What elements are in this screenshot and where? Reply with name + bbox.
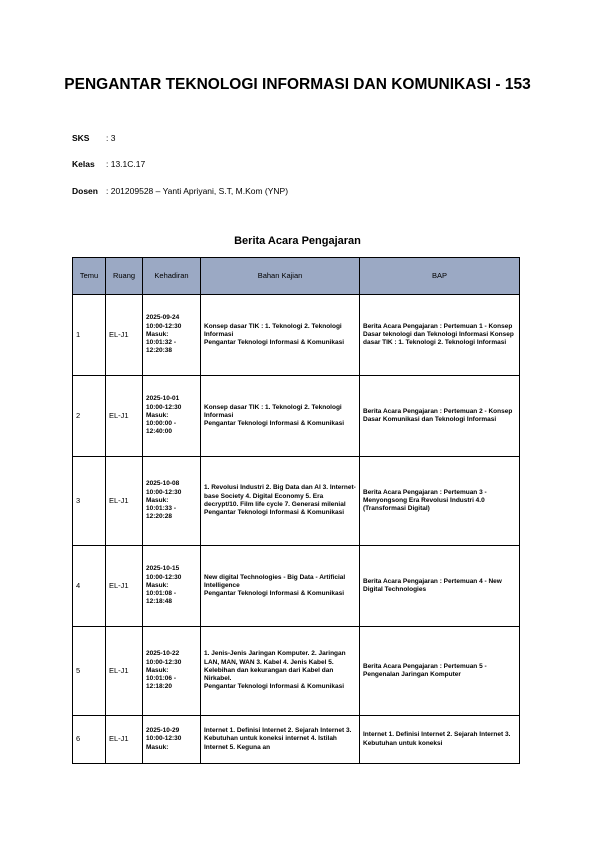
cell-bahan-kajian [201, 457, 360, 546]
meta-sks [72, 133, 115, 143]
cell-ruang: EL-J1 [106, 376, 143, 457]
course-text: Pengantar Teknologi Informasi & Komunikasi [204, 590, 345, 598]
topic-text: Konsep dasar TIK : 1. Teknologi 2. Teknologi Informasi [204, 403, 342, 419]
checkout-time: 12:20:38 [146, 347, 173, 355]
course-text: Pengantar Teknologi Informasi & Komunikasi [204, 420, 345, 428]
table-header-row [73, 258, 520, 295]
date-text: 2025-10-08 [146, 480, 180, 488]
cell-bahan-kajian [201, 376, 360, 457]
cell-temu: 3 [73, 457, 106, 546]
topic-text: 1. Jenis-Jenis Jaringan Komputer. 2. Jaringan LAN, MAN, WAN 3. Kabel 4. Jenis Kabel 5. Kelebihan dan kekurangan dari Kabel dan Nirkabel. [204, 650, 346, 683]
cell-temu: 1 [73, 295, 106, 376]
cell-kehadiran [143, 546, 201, 627]
cell-bahan-kajian [201, 627, 360, 716]
cell-bap [360, 546, 520, 627]
table-row [73, 627, 520, 716]
cell-temu: 4 [73, 546, 106, 627]
checkout-time: 12:18:20 [146, 683, 173, 691]
checkin-label: Masuk: [146, 496, 169, 504]
header-kehadiran: Kehadiran [143, 258, 201, 295]
table-row [73, 457, 520, 546]
date-text: 2025-10-22 [146, 650, 180, 658]
meta-label: Kelas [72, 159, 95, 169]
checkout-time: 12:40:00 [146, 428, 173, 436]
time-text: 10:00-12:30 [146, 322, 182, 330]
course-text: Pengantar Teknologi Informasi & Komunikasi [204, 683, 345, 691]
table-row [73, 716, 520, 764]
topic-text: Internet 1. Definisi Internet 2. Sejarah Internet 3. Kebutuhan untuk koneksi internet 4. Istilah Internet 5. Keguna an [204, 727, 352, 751]
checkin-time: 10:01:32 - [146, 339, 176, 347]
bap-text: Berita Acara Pengajaran : Pertemuan 1 - Konsep Dasar teknologi dan Teknologi Informasi Konsep dasar TIK : 1. Teknologi 2. Teknologi Informasi [363, 322, 514, 347]
cell-bap [360, 627, 520, 716]
cell-bahan-kajian [201, 295, 360, 376]
cell-kehadiran [143, 627, 201, 716]
cell-bap [360, 295, 520, 376]
page-title: PENGANTAR TEKNOLOGI INFORMASI DAN KOMUNIKASI - 153 [64, 76, 531, 93]
header-ruang: Ruang [106, 258, 143, 295]
checkin-label: Masuk: [146, 666, 169, 674]
table-row [73, 295, 520, 376]
bap-text: Berita Acara Pengajaran : Pertemuan 2 - Konsep Dasar Komunikasi dan Teknologi Informasi [363, 407, 513, 423]
cell-ruang: EL-J1 [106, 627, 143, 716]
bap-text: Berita Acara Pengajaran : Pertemuan 3 - Menyongsong Era Revolusi Industri 4.0 (Transformasi Digital) [363, 488, 487, 513]
checkin-label: Masuk: [146, 330, 169, 338]
checkin-time: 10:01:08 - [146, 590, 176, 598]
time-text: 10:00-12:30 [146, 403, 182, 411]
cell-temu: 5 [73, 627, 106, 716]
cell-kehadiran [143, 376, 201, 457]
meta-label: Dosen [72, 186, 98, 196]
meta-value: : 3 [106, 133, 116, 143]
time-text: 10:00-12:30 [146, 573, 182, 581]
header-temu: Temu [73, 258, 106, 295]
meta-value: : 13.1C.17 [106, 159, 146, 169]
date-text: 2025-09-24 [146, 314, 180, 322]
topic-text: 1. Revolusi Industri 2. Big Data dan AI 3. Internet-base Society 4. Digital Economy 5. Era decrypt/10. Film life cycle 7. Generasi milenial [204, 484, 356, 508]
topic-text: Konsep dasar TIK : 1. Teknologi 2. Teknologi Informasi [204, 322, 342, 338]
cell-bap [360, 376, 520, 457]
meta-dosen [72, 186, 288, 196]
checkin-time: 10:00:00 - [146, 420, 176, 428]
cell-ruang: EL-J1 [106, 457, 143, 546]
time-text: 10:00-12:30 [146, 488, 182, 496]
date-text: 2025-10-29 [146, 727, 180, 735]
cell-bap [360, 716, 520, 764]
topic-text: New digital Technologies - Big Data - Artificial Intelligence [204, 573, 346, 589]
checkout-time: 12:20:28 [146, 513, 173, 521]
meta-label: SKS [72, 133, 90, 143]
cell-kehadiran [143, 716, 201, 764]
cell-kehadiran [143, 295, 201, 376]
meta-kelas [72, 159, 145, 169]
bap-text: Internet 1. Definisi Internet 2. Sejarah Internet 3. Kebutuhan untuk koneksi [363, 731, 511, 747]
checkin-label: Masuk: [146, 581, 169, 589]
cell-bahan-kajian [201, 546, 360, 627]
time-text: 10:00-12:30 [146, 658, 182, 666]
meta-value: : 201209528 – Yanti Apriyani, S.T, M.Kom (YNP) [106, 186, 289, 196]
cell-ruang: EL-J1 [106, 546, 143, 627]
header-bahan-kajian: Bahan Kajian [201, 258, 360, 295]
cell-ruang: EL-J1 [106, 295, 143, 376]
date-text: 2025-10-01 [146, 395, 180, 403]
header-bap: BAP [360, 258, 520, 295]
bap-text: Berita Acara Pengajaran : Pertemuan 5 - Pengenalan Jaringan Komputer [363, 662, 487, 678]
cell-bap [360, 457, 520, 546]
checkin-time: 10:01:06 - [146, 675, 176, 683]
cell-ruang: EL-J1 [106, 716, 143, 764]
bap-text: Berita Acara Pengajaran : Pertemuan 4 - New Digital Technologies [363, 577, 502, 593]
cell-temu: 2 [73, 376, 106, 457]
table-row [73, 376, 520, 457]
cell-bahan-kajian [201, 716, 360, 764]
cell-temu: 6 [73, 716, 106, 764]
checkout-time: 12:18:48 [146, 598, 173, 606]
cell-kehadiran [143, 457, 201, 546]
checkin-label: Masuk: [146, 411, 169, 419]
bap-table [72, 257, 520, 764]
date-text: 2025-10-15 [146, 565, 180, 573]
section-title: Berita Acara Pengajaran [234, 235, 361, 247]
checkin-time: 10:01:33 - [146, 505, 176, 513]
course-text: Pengantar Teknologi Informasi & Komunikasi [204, 339, 345, 347]
time-text: 10:00-12:30 [146, 735, 182, 743]
checkin-label: Masuk: [146, 743, 169, 751]
course-text: Pengantar Teknologi Informasi & Komunikasi [204, 509, 345, 517]
table-row [73, 546, 520, 627]
